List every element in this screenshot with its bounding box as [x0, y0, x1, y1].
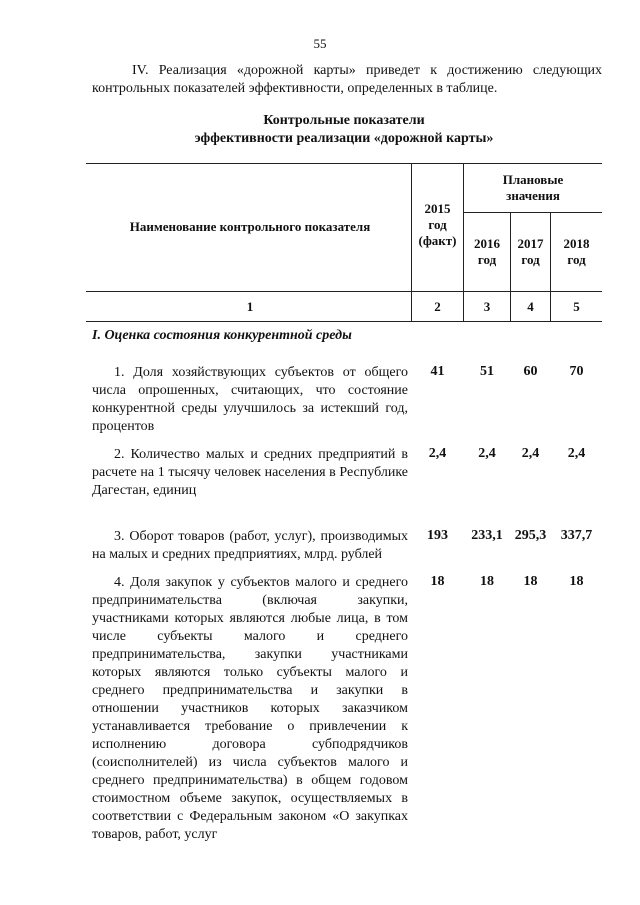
row-2-value-2016: 2,4	[478, 446, 496, 461]
header-year-2017-number: 2017	[517, 236, 544, 251]
row-1-value-2016: 51	[480, 364, 494, 379]
header-planned-line-2: значения	[506, 188, 560, 203]
col-number-3: 3	[483, 299, 491, 314]
row-3-value-2015: 193	[427, 528, 448, 543]
row-2-value-2018: 2,4	[567, 446, 586, 461]
col-number-1: 1	[246, 299, 254, 314]
table-title-line-1: Контрольные показатели	[263, 113, 425, 128]
col-number-4: 4	[527, 299, 534, 314]
header-year-2018	[551, 236, 602, 268]
row-2-indicator: 2. Количество малых и средних предприятий в расчете на 1 тысячу человек населения в Республике Дагестан, единиц	[92, 447, 408, 498]
row-4-value-2016: 18	[480, 574, 494, 589]
row-1-value-2018: 70	[569, 364, 584, 379]
header-planned-values	[464, 172, 602, 204]
row-1-value-2015: 41	[430, 364, 445, 379]
header-fact-note: (факт)	[418, 233, 457, 248]
header-year-2016-number: 2016	[474, 236, 500, 251]
header-fact-word: год	[428, 217, 447, 232]
col-number-2: 2	[434, 299, 441, 314]
page-number: 55	[313, 36, 327, 51]
numbers-bottom-rule	[86, 321, 602, 322]
table-title	[86, 112, 602, 148]
header-bottom-rule	[86, 291, 602, 292]
table-title-line-2: эффективности реализации «дорожной карты»	[194, 131, 494, 146]
header-year-2016	[464, 236, 510, 268]
row-1-indicator: 1. Доля хозяйствующих субъектов от общего числа опрошенных, считающих, что состояние конкурентной среды улучшилось за истекший год, процентов	[92, 365, 408, 434]
header-year-2018-word: год	[567, 252, 586, 267]
row-3-value-2018: 337,7	[560, 528, 593, 543]
row-2-value-2015: 2,4	[428, 446, 447, 461]
table-top-rule	[86, 163, 602, 164]
header-indicator-name: Наименование контрольного показателя	[129, 219, 371, 234]
header-fact-year: 2015	[424, 201, 451, 216]
row-3-value-2016: 233,1	[471, 528, 503, 543]
row-3-value-2017: 295,3	[514, 528, 547, 543]
col-number-5: 5	[573, 299, 580, 314]
intro-paragraph: IV. Реализация «дорожной карты» приведет к достижению следующих контрольных показателей эффективности, определенных в таблице.	[92, 63, 602, 96]
row-4-indicator: 4. Доля закупок у субъектов малого и среднего предпринимательства (включая закупки, участниками которых являются любые лица, в том числе субъекты малого и среднего предпринимательства, закупки участниками которых являются только субъекты малого и среднего предпринимательства и закупки в отношении участников которых заказчиком устанавливается требование о привлечении к исполнению договора субподрядчиков (соисполнителей) из числа субъектов малого и среднего предпринимательства) в общем годовом стоимостном объеме закупок, осуществляемых в соответствии с Федеральным законом «О закупках товаров, работ, услуг	[92, 575, 408, 842]
header-year-2017	[511, 236, 550, 268]
row-4-value-2018: 18	[569, 574, 584, 589]
header-year-2016-word: год	[477, 252, 497, 267]
row-1-value-2017: 60	[523, 364, 538, 379]
row-2-value-2017: 2,4	[521, 446, 540, 461]
header-fact-2015	[412, 201, 463, 249]
header-year-2018-number: 2018	[563, 236, 590, 251]
row-4-value-2015: 18	[430, 574, 445, 589]
header-planned-line-1: Плановые	[502, 172, 564, 187]
planned-split-rule	[463, 212, 602, 213]
row-4-value-2017: 18	[523, 574, 538, 589]
section-title: I. Оценка состояния конкурентной среды	[92, 328, 352, 343]
header-year-2017-word: год	[521, 252, 540, 267]
row-3-indicator: 3. Оборот товаров (работ, услуг), производимых на малых и средних предприятиях, млрд. рублей	[92, 529, 408, 562]
